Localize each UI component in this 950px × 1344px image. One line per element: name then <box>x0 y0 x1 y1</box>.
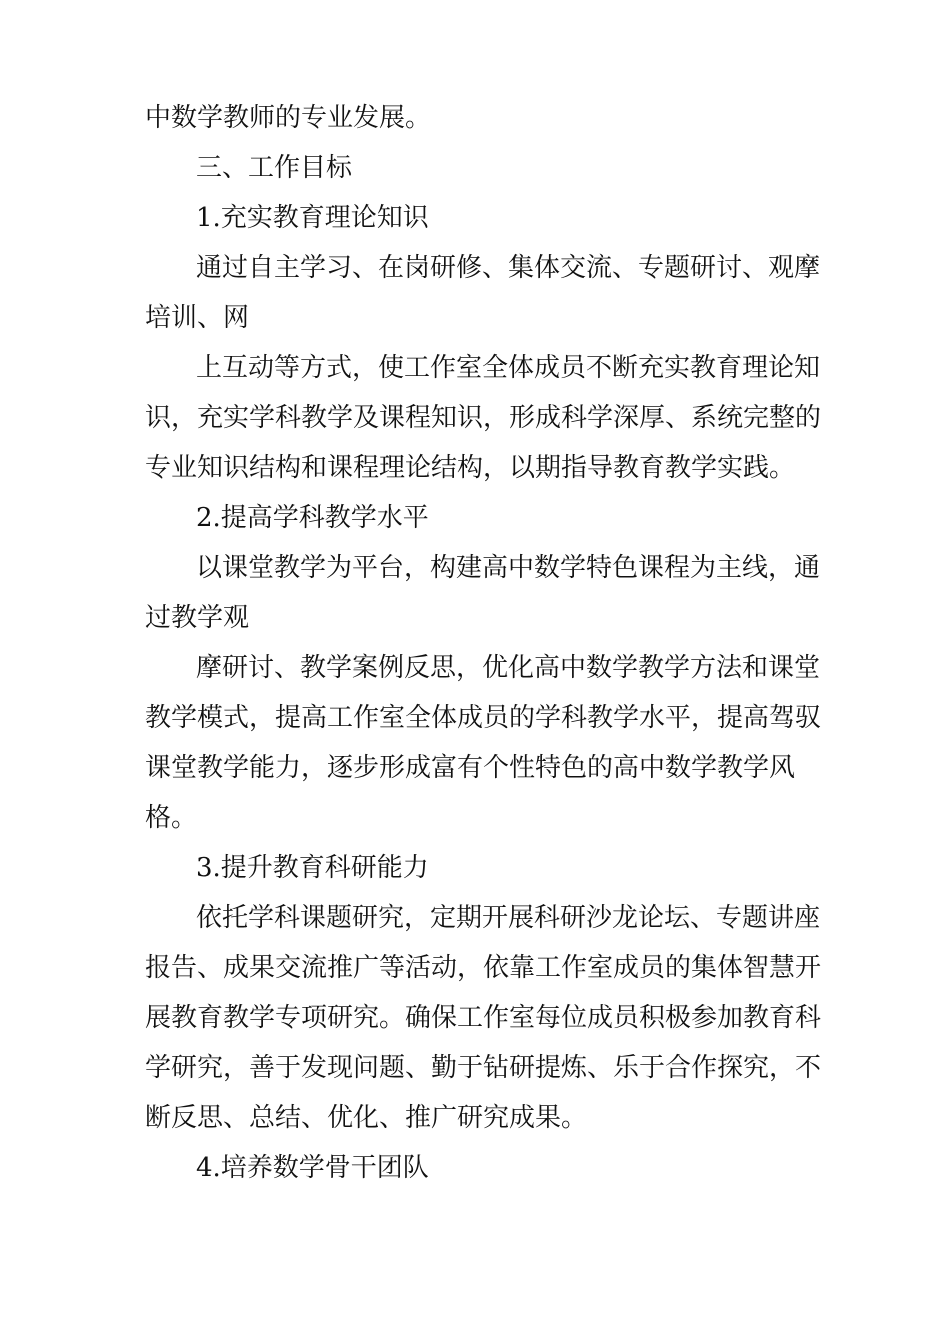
paragraph-line: 学研究，善于发现问题、勤于钻研提炼、乐于合作探究，不 <box>145 1053 822 1083</box>
paragraph-line: 摩研讨、教学案例反思，优化高中数学教学方法和课堂 <box>196 653 821 683</box>
subsection-heading: 1.充实教育理论知识 <box>196 203 429 233</box>
subsection-heading: 3.提升教育科研能力 <box>196 853 429 883</box>
section-heading: 三、工作目标 <box>196 153 353 183</box>
paragraph-line: 断反思、总结、优化、推广研究成果。 <box>145 1103 588 1133</box>
paragraph-line: 格。 <box>145 803 198 833</box>
paragraph-line: 通过自主学习、在岗研修、集体交流、专题研讨、观摩 <box>196 253 821 283</box>
paragraph-line: 过教学观 <box>145 603 250 633</box>
paragraph-line: 培训、网 <box>145 303 250 333</box>
subsection-heading: 4.培养数学骨干团队 <box>196 1153 429 1183</box>
paragraph-line: 以课堂教学为平台，构建高中数学特色课程为主线，通 <box>196 553 821 583</box>
paragraph-line: 教学模式，提高工作室全体成员的学科教学水平，提高驾驭 <box>145 703 822 733</box>
paragraph-line: 专业知识结构和课程理论结构，以期指导教育教学实践。 <box>145 453 796 483</box>
paragraph-line: 识，充实学科教学及课程知识，形成科学深厚、系统完整的 <box>145 403 822 433</box>
paragraph-line: 课堂教学能力，逐步形成富有个性特色的高中数学教学风 <box>145 753 796 783</box>
paragraph-line: 展教育教学专项研究。确保工作室每位成员积极参加教育科 <box>145 1003 822 1033</box>
paragraph-line: 上互动等方式，使工作室全体成员不断充实教育理论知 <box>196 353 821 383</box>
paragraph-line: 中数学教师的专业发展。 <box>145 103 432 133</box>
paragraph-line: 报告、成果交流推广等活动，依靠工作室成员的集体智慧开 <box>145 953 822 983</box>
paragraph-line: 依托学科课题研究，定期开展科研沙龙论坛、专题讲座 <box>196 903 821 933</box>
subsection-heading: 2.提高学科教学水平 <box>196 503 429 533</box>
